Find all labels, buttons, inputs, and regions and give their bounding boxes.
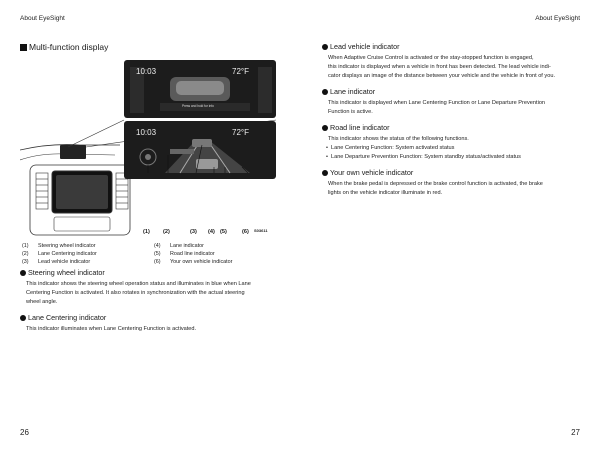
section-line: wheel angle. xyxy=(26,299,58,305)
lead-vehicle-indicator-section xyxy=(322,42,584,81)
callout-1: (1) xyxy=(143,229,150,235)
screen1-time: 10:03 xyxy=(136,67,157,76)
section-title-text: Multi-function display xyxy=(29,42,109,52)
road-line-indicator-section xyxy=(322,123,584,162)
legend-label: Lead vehicle indicator xyxy=(38,259,91,265)
legend-label: Lane indicator xyxy=(170,243,204,249)
section-line: When Adaptive Cruise Control is activated or the stay-stopped function is engaged, xyxy=(328,55,534,61)
screen2-temp: 72°F xyxy=(232,128,249,137)
callout-4: (4) xyxy=(208,229,215,235)
section-line: Function is active. xyxy=(328,109,373,115)
section-heading: Lead vehicle indicator xyxy=(330,42,400,51)
legend-label: Your own vehicle indicator xyxy=(170,259,233,265)
section-line: this indicator is displayed when a vehicle in front has been detected. The lead vehicle indi- xyxy=(328,64,551,70)
section-title xyxy=(20,42,108,52)
legend-label: Road line indicator xyxy=(170,251,215,257)
callout-6: (6) xyxy=(242,229,249,235)
figure-code: S03611 xyxy=(254,228,268,233)
section-line: cator displays an image of the distance between your vehicle and the vehicle in front of you. xyxy=(328,73,555,79)
bullet-dot-icon xyxy=(20,270,26,276)
section-heading: Road line indicator xyxy=(330,123,390,132)
lane-indicator-section xyxy=(322,87,584,117)
page-number-right: 27 xyxy=(571,428,580,437)
right-column-sections xyxy=(322,42,584,204)
screen2-time: 10:03 xyxy=(136,128,157,137)
legend-num: (4) xyxy=(154,243,161,249)
callout-3: (3) xyxy=(190,229,197,235)
bullet-dot-icon xyxy=(322,44,328,50)
steering-wheel-indicator-section xyxy=(20,268,282,307)
legend-row xyxy=(22,242,232,250)
multi-function-display-figure xyxy=(20,55,282,240)
left-column-sections xyxy=(20,268,282,340)
figure-legend xyxy=(22,242,232,266)
bullet-dot-icon xyxy=(322,125,328,131)
square-bullet-icon xyxy=(20,44,27,51)
bullet-item: • Lane Departure Prevention Function: System standby status/activated status xyxy=(322,153,584,162)
legend-num: (3) xyxy=(22,259,29,265)
legend-label: Steering wheel indicator xyxy=(38,243,96,249)
section-line: This indicator is displayed when Lane Centering Function or Lane Departure Prevention xyxy=(328,100,546,106)
callout-2: (2) xyxy=(163,229,170,235)
screen1-caption: Press and hold for info xyxy=(182,104,214,108)
section-line: When the brake pedal is depressed or the brake control function is activated, the brake xyxy=(328,181,543,187)
legend-num: (1) xyxy=(22,243,29,249)
section-heading: Lane indicator xyxy=(330,87,376,96)
running-header-right: About EyeSight xyxy=(535,15,580,22)
section-heading: Lane Centering indicator xyxy=(28,313,107,322)
section-line: This indicator shows the status of the following functions. xyxy=(328,136,469,142)
legend-num: (6) xyxy=(154,259,161,265)
legend-row xyxy=(22,250,232,258)
callout-5: (5) xyxy=(220,229,227,235)
bullet-item: • Lane Centering Function: System activated status xyxy=(322,144,584,153)
section-line: Centering Function is activated. It also rotates in synchronization with the actual steering xyxy=(26,290,245,296)
running-header-left: About EyeSight xyxy=(20,15,65,22)
bullet-dot-icon xyxy=(322,89,328,95)
own-vehicle-indicator-section xyxy=(322,168,584,198)
lane-centering-indicator-section xyxy=(20,313,282,334)
section-line: This indicator illuminates when Lane Centering Function is activated. xyxy=(26,326,197,332)
legend-num: (2) xyxy=(22,251,29,257)
bullet-dot-icon xyxy=(20,315,26,321)
bullet-dot-icon xyxy=(322,170,328,176)
section-heading: Your own vehicle indicator xyxy=(330,168,414,177)
page-number-left: 26 xyxy=(20,428,29,437)
legend-label: Lane Centering indicator xyxy=(38,251,97,257)
legend-row xyxy=(22,258,232,266)
dashboard-illustration xyxy=(20,55,282,240)
screen1-temp: 72°F xyxy=(232,67,249,76)
legend-num: (5) xyxy=(154,251,161,257)
section-line: lights on the vehicle indicator illuminate in red. xyxy=(328,190,443,196)
section-line: This indicator shows the steering wheel operation status and illuminates in blue when Lane xyxy=(26,281,251,287)
section-heading: Steering wheel indicator xyxy=(28,268,105,277)
